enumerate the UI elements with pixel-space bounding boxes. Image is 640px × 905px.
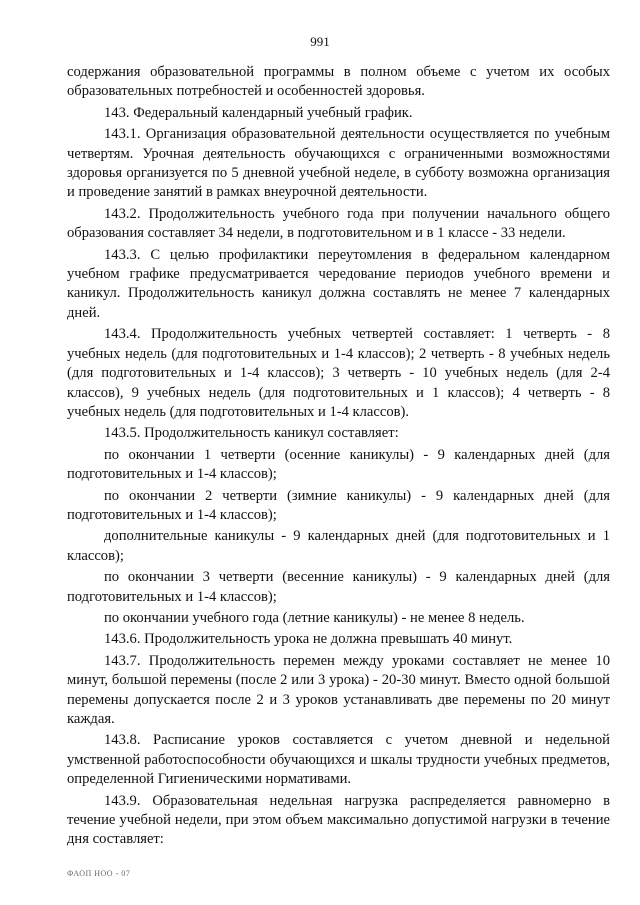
- paragraph-143-3: 143.3. С целью профилактики переутомления в федеральном календарном учебном графике предусматривается чередование периодов учебного времени и каникул. Продолжительность каникул должна составлять не менее 7 календарных дней.: [67, 246, 610, 321]
- document-body: [67, 63, 610, 852]
- paragraph-143-8: 143.8. Расписание уроков составляется с учетом дневной и недельной умственной работоспособности обучающихся и шкалы трудности учебных предметов, определенной Гигиеническими нормативами.: [67, 732, 610, 788]
- paragraph-143-7: 143.7. Продолжительность перемен между уроками составляет не менее 10 минут, большой перемены (после 2 или 3 урока) - 20-30 минут. Вместо одной большой перемены допускается после 2 и 3 уроков устанавливать две перемены по 20 минут каждая.: [67, 652, 610, 727]
- paragraph-143-9: 143.9. Образовательная недельная нагрузка распределяется равномерно в течение учебной недели, при этом объем максимально допустимой нагрузки в течение дня составляет:: [67, 792, 610, 848]
- list-item-additional-holidays: дополнительные каникулы - 9 календарных дней (для подготовительных и 1 классов);: [67, 528, 610, 564]
- list-item-spring-holidays: по окончании 3 четверти (весенние каникулы) - 9 календарных дней (для подготовительных и 1-4 классов);: [67, 569, 610, 605]
- section-heading-143: 143. Федеральный календарный учебный график.: [104, 104, 413, 121]
- paragraph-143-5: 143.5. Продолжительность каникул составляет:: [104, 425, 399, 442]
- paragraph-143-2: 143.2. Продолжительность учебного года при получении начального общего образования составляет 34 недели, в подготовительном и в 1 классе - 33 недели.: [67, 205, 610, 242]
- footer-label: ФАОП НОО - 07: [67, 869, 131, 878]
- paragraph-143-4: 143.4. Продолжительность учебных четвертей составляет: 1 четверть - 8 учебных недель (для подготовительных и 1-4 классов); 2 четверть - 8 учебных недель (для подготовительных и 1-4 классов); 3 четверть - 10 учебных недель (для 2-4 классов), 9 учебных недель (для подготовительных и 1 классов); 4 четверть - 8 учебных недель (для подготовительных и 1-4 классов).: [67, 326, 610, 420]
- paragraph-143-1: 143.1. Организация образовательной деятельности осуществляется по учебным четвертям. Урочная деятельность обучающихся с ограниченными возможностями здоровья организуется по 5 дневной учебной неделе, в субботу возможна организация и проведение занятий в рамках внеурочной деятельности.: [67, 126, 610, 201]
- list-item-autumn-holidays: по окончании 1 четверти (осенние каникулы) - 9 календарных дней (для подготовительных и 1-4 классов);: [67, 446, 610, 483]
- list-item-summer-holidays: по окончании учебного года (летние каникулы) - не менее 8 недель.: [104, 609, 525, 626]
- paragraph-continuation: содержания образовательной программы в полном объеме с учетом их особых образовательных потребностей и особенностей здоровья.: [67, 64, 610, 100]
- paragraph-143-6: 143.6. Продолжительность урока не должна превышать 40 минут.: [104, 631, 513, 648]
- list-item-winter-holidays: по окончании 2 четверти (зимние каникулы) - 9 календарных дней (для подготовительных и 1-4 классов);: [67, 487, 610, 523]
- page-number: 991: [310, 34, 330, 49]
